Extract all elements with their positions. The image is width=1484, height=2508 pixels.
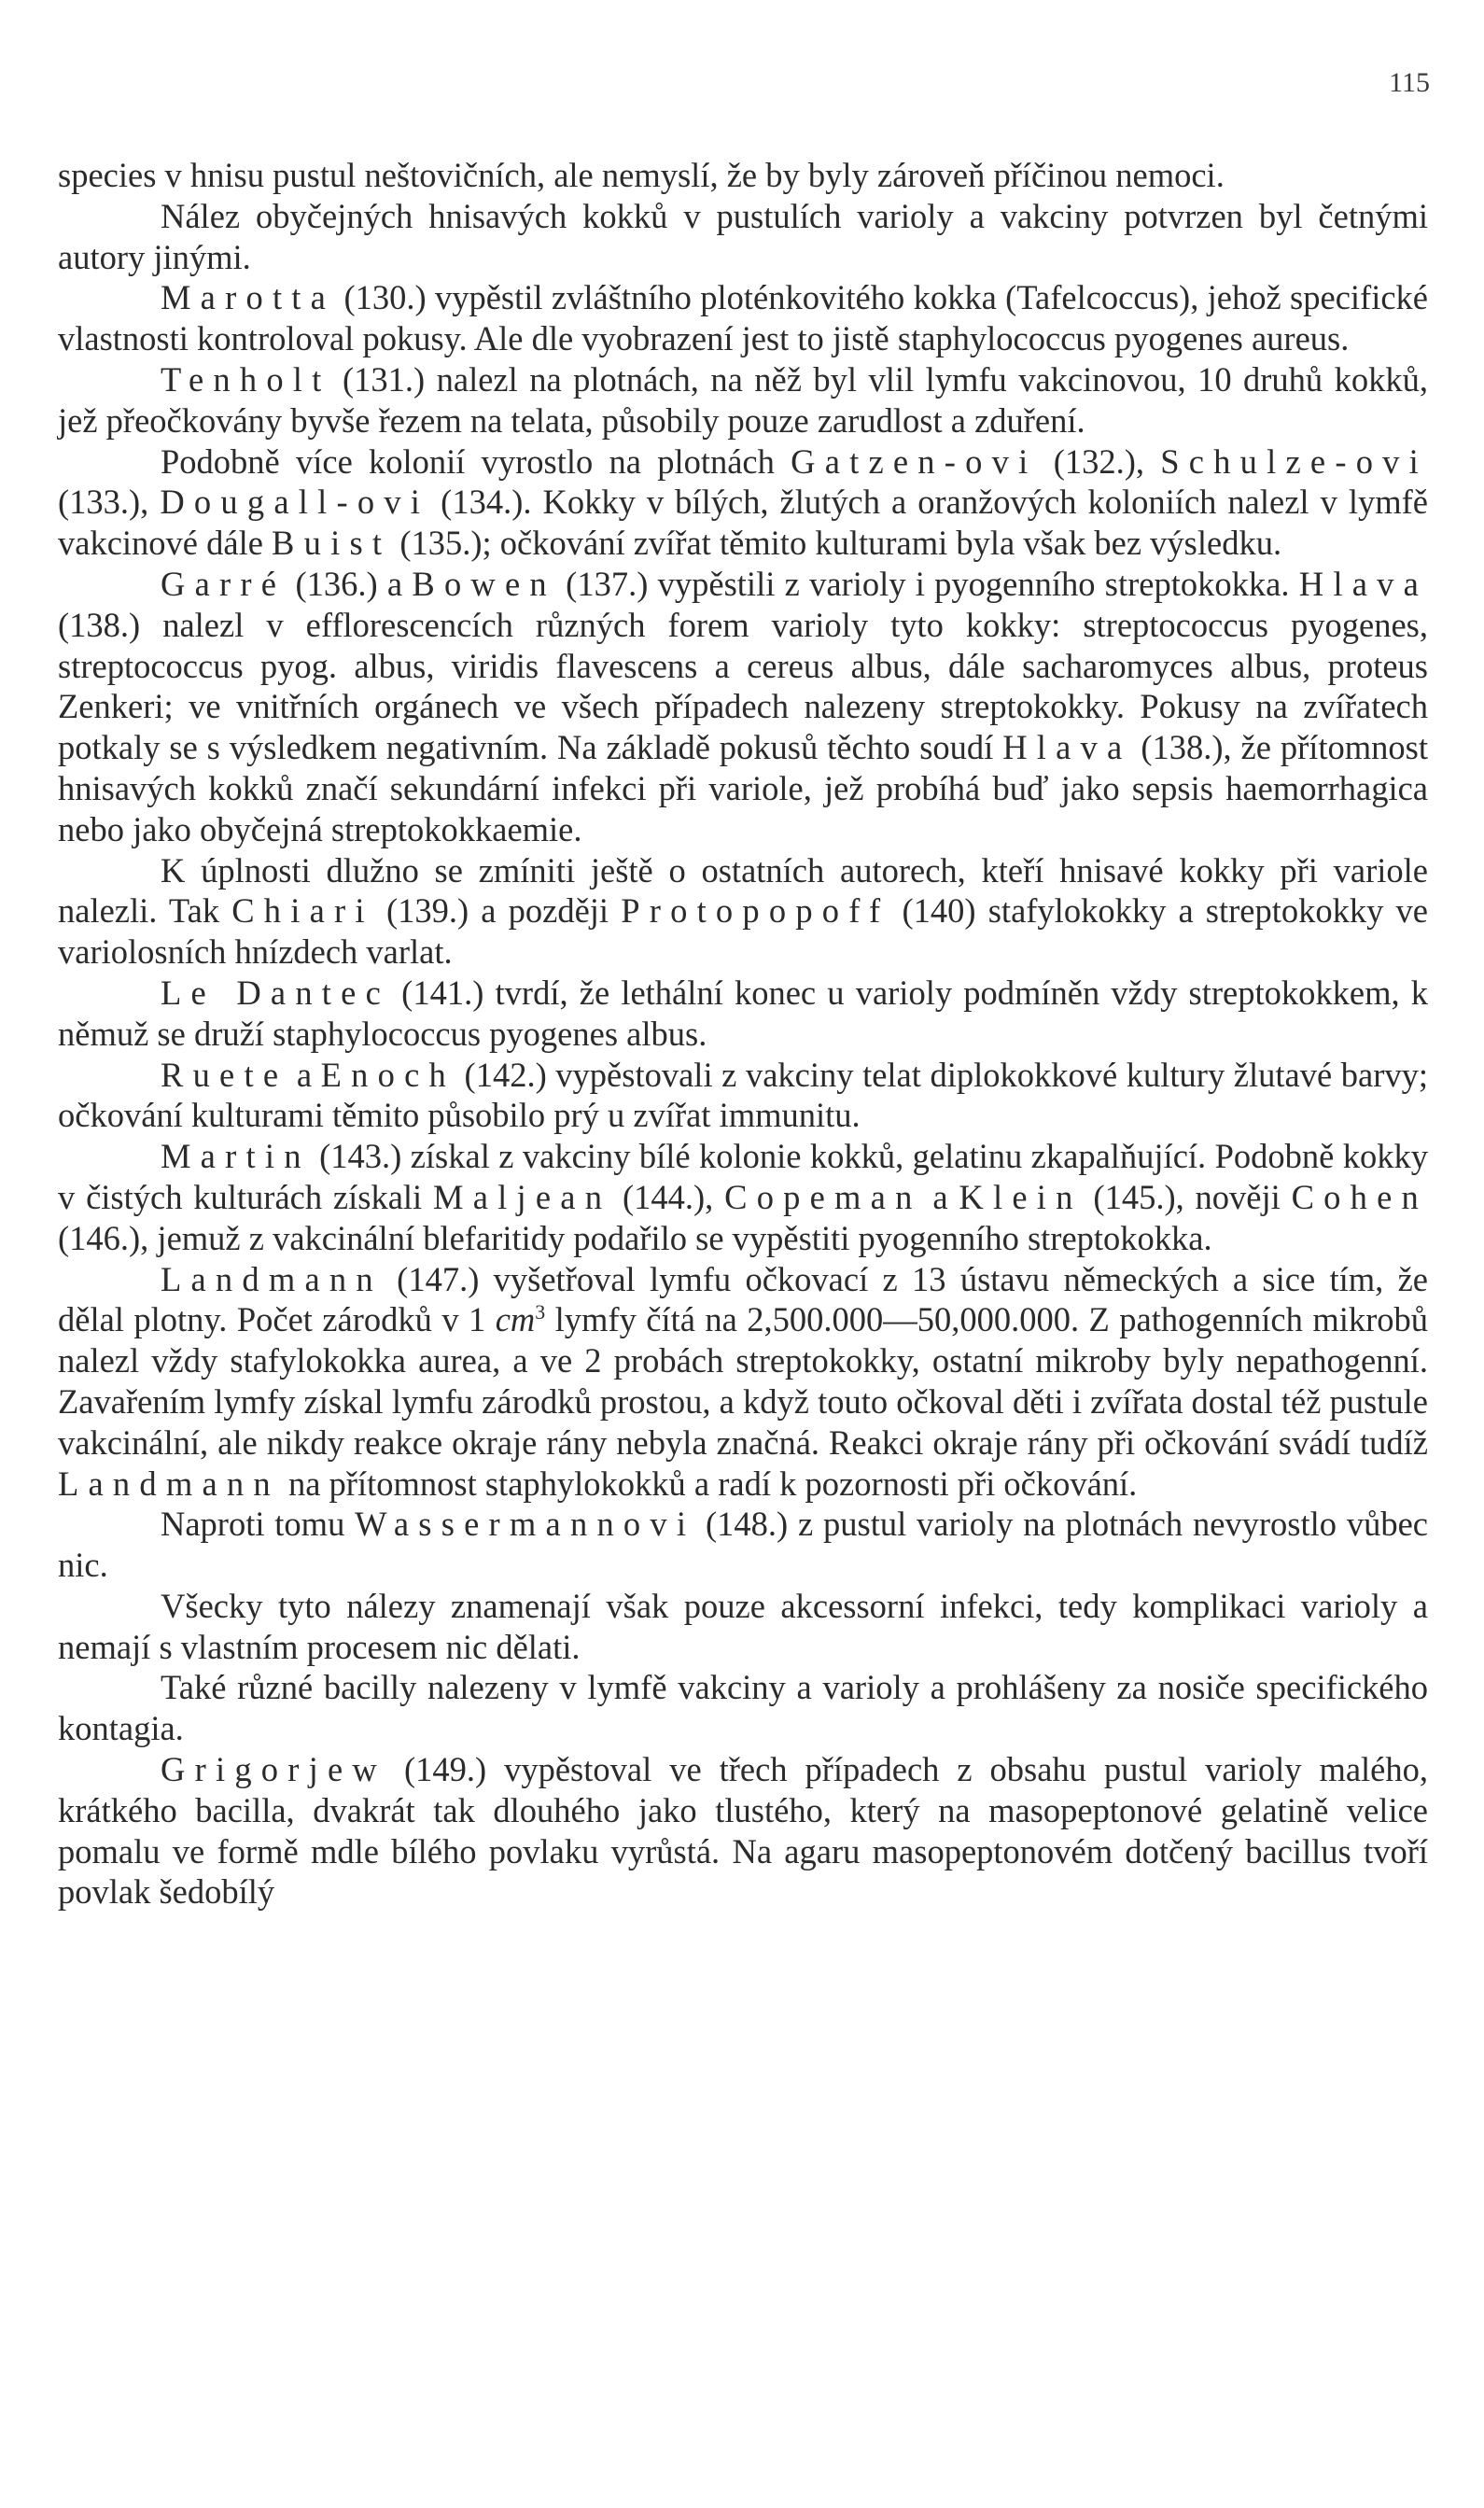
paragraph (58, 1586, 1428, 1668)
text-run: (144.), (611, 1177, 725, 1216)
paragraph (58, 277, 1428, 359)
author-name: Marotta (161, 278, 336, 317)
author-name: Tenholt (161, 359, 331, 399)
author-name: Bowen (412, 564, 556, 603)
text-run: (147.) vyšetřoval lymfu očkovací z 13 ústavu německých a sice tím, že dělal plotny. Počet zárodků v 1 (58, 1259, 1428, 1339)
text-run: a (287, 1055, 321, 1094)
author-name: Maljean (433, 1177, 612, 1216)
author-name: Landmann (58, 1464, 280, 1503)
text-run: K úplnosti dlužno se zmíniti ještě o ostatních autorech, kteří hnisavé kokky při variole nalezli. Tak (58, 850, 1428, 931)
paragraph (58, 1259, 1428, 1505)
superscript: 3 (535, 1300, 546, 1324)
text-run: Naproti tomu (161, 1505, 356, 1544)
paragraph (58, 1055, 1428, 1137)
text-run: (138.) nalezl v efflorescencích různých forem varioly tyto kokky: streptococcus pyogenes, streptococcus pyog. albus, viridis flavescens a cereus albus, dále sacharomyces albus, proteus Zenkeri; ve vnitřních orgánech ve všech případech nalezeny streptokokky. Pokusy na zvířatech potkaly se s výsledkem negativním. Na základě pokusů těchto soudí (58, 605, 1428, 767)
author-name: Wassermannovi (355, 1505, 696, 1544)
author-name: Landmann (161, 1259, 383, 1298)
text-run: (132.), (1037, 441, 1161, 481)
paragraph (58, 441, 1428, 564)
text-run: Podobně více kolonií vyrostlo na plotnách (161, 441, 791, 481)
author-name: Copeman (724, 1177, 922, 1216)
text-run: (140) stafylokokky a streptokokky ve variolosních hnízdech varlat. (58, 891, 1428, 972)
author-name: Protopopoff (621, 891, 890, 931)
author-name: Klein (959, 1177, 1083, 1216)
author-name: Ruete (161, 1055, 288, 1094)
paragraph (58, 850, 1428, 973)
text-run: (139.) a později (373, 891, 622, 931)
author-name: Hlava (1298, 564, 1429, 603)
text-run: (148.) z pustul varioly na plotnách nevyrostlo vůbec nic. (58, 1505, 1428, 1585)
author-name: Grigorjew (161, 1750, 386, 1789)
paragraph (58, 359, 1428, 441)
text-run: (138.), že přítomnost hnisavých kokků značí sekundární infekci při variole, jež probíhá buď jako sepsis haemorrhagica nebo jako obyčejná streptokokkaemie. (58, 728, 1428, 848)
page-number: 115 (1389, 67, 1430, 98)
author-name: Buist (272, 524, 392, 563)
paragraph (58, 973, 1428, 1055)
text-run: na přítomnost staphylokokků a radí k pozornosti při očkování. (279, 1464, 1138, 1503)
paragraph (58, 155, 1428, 196)
author-name: Dougall-ovi (160, 483, 430, 522)
text-run: (136.) a (286, 564, 413, 603)
text-run: (131.) nalezl na plotnách, na něž byl vlil lymfu vakcinovou, 10 druhů kokků, jež přeočkovány byvše řezem na telata, působily pouze zarudlost a zduření. (58, 359, 1428, 440)
paragraph (58, 1504, 1428, 1586)
paragraph (58, 1749, 1428, 1913)
paragraph (58, 196, 1428, 278)
author-name: Chiari (231, 891, 374, 931)
text-run: (133.), (58, 483, 161, 522)
author-name: Hlava (1002, 728, 1132, 767)
author-name: Cohen (1291, 1177, 1429, 1216)
text-run: (134.). Kokky v bílých, žlutých a oranžových koloniích nalezl v lymfě vakcinové dále (58, 483, 1429, 563)
author-name: Garré (161, 564, 287, 603)
unit-text: cm (495, 1300, 536, 1339)
paragraph (58, 1667, 1428, 1749)
author-name: Enoch (320, 1055, 455, 1094)
body-text (58, 155, 1428, 1913)
author-name: Schulze-ovi (1160, 441, 1428, 481)
text-run: (135.); očkování zvířat těmito kulturami byla však bez výsledku. (391, 524, 1282, 563)
text-run: (143.) získal z vakciny bílé kolonie kokků, gelatinu zkapalňující. Podobně kokky v čistých kulturách získali (58, 1137, 1428, 1216)
author-name: Martin (161, 1137, 311, 1176)
text-run: lymfy čítá na 2,500.000—50,000.000. Z pathogenních mikrobů nalezl vždy stafylokokka aurea, a ve 2 probách streptokokky, ostatní mikroby byly nepathogenní. Zavařením lymfy získal lymfu zárodků prostou, a když touto očkoval děti i zvířata dostal též pustule vakcinální, ale nikdy reakce okraje rány nebyla značná. Reakci okraje rány při očkování svádí tudíž (58, 1300, 1428, 1462)
text-run: (137.) vypěstili z varioly i pyogenního streptokokka. (555, 564, 1299, 603)
text-run: (145.), nověji (1082, 1177, 1292, 1216)
text-run: (149.) vypěstoval ve třech případech z obsahu pustul varioly malého, krátkého bacilla, dvakrát tak dlouhého jako tlustého, který na masopeptonové gelatině velice pomalu ve formě mdle bílého povlaku vyrůstá. Na agaru masopeptonovém dotčený bacillus tvoří povlak šedobílý (58, 1750, 1428, 1912)
text-run: (130.) vypěstil zvláštního ploténkovitého kokka (Tafelcoccus), jehož specifické vlastnosti kontroloval pokusy. Ale dle vyobrazení jest to jistě staphylococcus pyogenes aureus. (58, 278, 1428, 358)
text-run: Také různé bacilly nalezeny v lymfě vakciny a varioly a prohlášeny za nosiče specifického kontagia. (58, 1668, 1428, 1748)
text-run: Nález obyčejných hnisavých kokků v pustulích varioly a vakciny potvrzen byl četnými autory jinými. (58, 196, 1428, 276)
paragraph (58, 1136, 1428, 1258)
author-name: Le Dantec (161, 973, 390, 1012)
text-run: Všecky tyto nálezy znamenají však pouze akcessorní infekci, tedy komplikaci varioly a nemají s vlastním procesem nic dělati. (58, 1586, 1428, 1666)
text-run: species v hnisu pustul neštovičních, ale nemyslí, že by byly zároveň příčinou nemoci. (58, 156, 1225, 194)
text-run: (146.), jemuž z vakcinální blefaritidy podařilo se vypěstiti pyogenního streptokokka. (58, 1218, 1212, 1257)
text-run: (141.) tvrdí, že lethální konec u varioly podmíněn vždy streptokokkem, k němuž se druží staphylococcus pyogenes albus. (58, 973, 1429, 1053)
paragraph (58, 564, 1428, 850)
text-run: (142.) vypěstovali z vakciny telat diplokokkové kultury žlutavé barvy; očkování kulturami těmito působilo prý u zvířat immunitu. (58, 1055, 1428, 1135)
text-run: a (921, 1177, 959, 1216)
author-name: Gatzen-ovi (791, 441, 1038, 481)
